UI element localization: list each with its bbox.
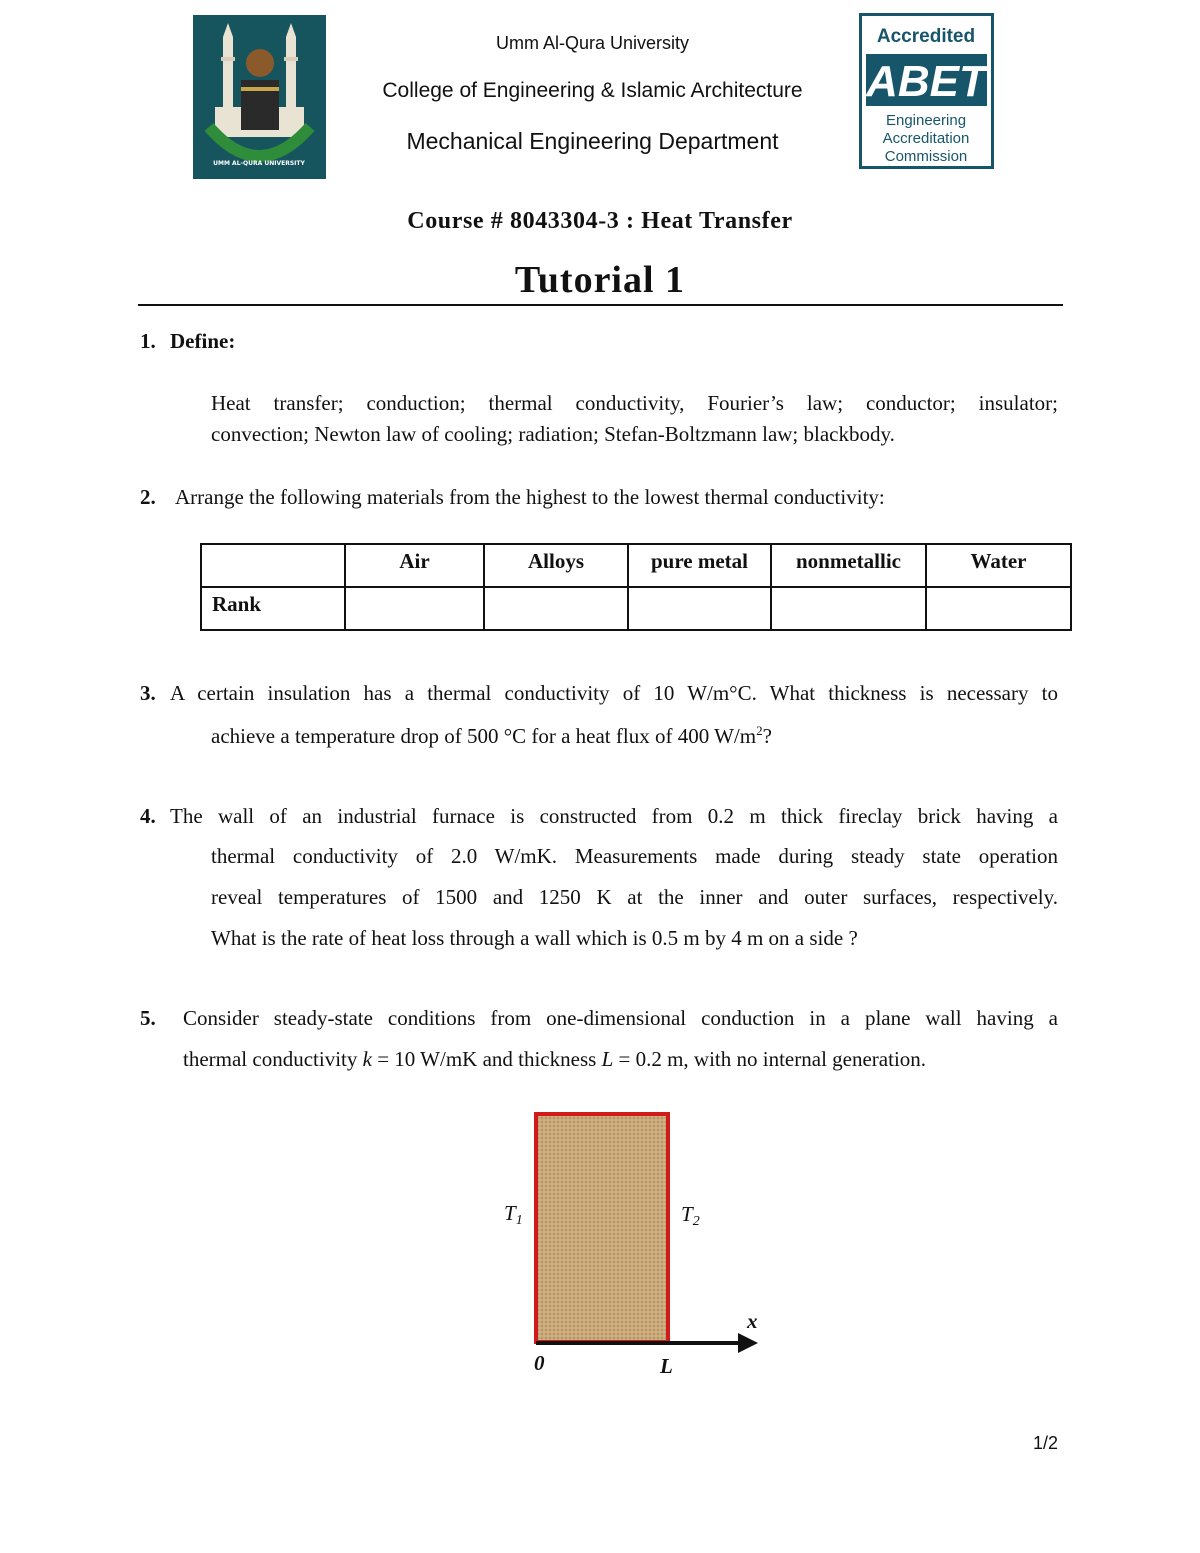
university-logo [193, 15, 326, 179]
q5-symbol-L: L [601, 1047, 614, 1071]
label-t2: T2 [681, 1202, 700, 1229]
q1-heading: Define: [170, 329, 236, 353]
table-cell [926, 587, 1071, 630]
tutorial-title: Tutorial 1 [514, 259, 686, 301]
label-t1: T1 [504, 1201, 523, 1228]
q5-line-2-text: thermal conductivity [183, 1047, 363, 1071]
q3-line-2-text: achieve a temperature drop of 500 °C for a heat flux of 400 W/m [211, 724, 757, 748]
table-cell [628, 587, 771, 630]
table-header-cell: pure metal [628, 544, 771, 587]
q5-line-2-middle: = 10 W/mK and thickness [371, 1047, 602, 1071]
page-number: 1/2 [1032, 1433, 1058, 1453]
q3-number: 3. [140, 681, 156, 705]
q5-line-1: Consider steady-state conditions from one-dimensional conduction in a plane wall having a [183, 1006, 1058, 1030]
wall-rect [536, 1114, 668, 1342]
title-rule [138, 304, 1063, 306]
q3-line-2-end: ? [762, 724, 772, 748]
q5-symbol-k: k [362, 1047, 372, 1071]
q3-superscript: 2 [756, 723, 763, 738]
table-header-cell: Water [926, 544, 1071, 587]
label-L: L [660, 1354, 673, 1378]
table-header-row [201, 544, 1071, 587]
q2-number: 2. [140, 485, 156, 509]
q4-line-2: thermal conductivity of 2.0 W/mK. Measurements made during steady state operation [211, 844, 1058, 868]
table-cell [345, 587, 484, 630]
svg-text:ABET: ABET [866, 57, 986, 106]
table-cell [484, 587, 628, 630]
q5-line-2-end: = 0.2 m, with no internal generation. [613, 1047, 927, 1071]
q1-line-2: convection; Newton law of cooling; radiation; Stefan-Boltzmann law; blackbody. [211, 422, 895, 446]
svg-text:Engineering: Engineering [885, 112, 967, 129]
q3-line-2 [211, 724, 772, 747]
svg-text:Commission: Commission [884, 148, 968, 165]
label-x: x [747, 1309, 758, 1333]
materials-table [200, 543, 1072, 631]
x-axis-arrow [738, 1333, 758, 1353]
label-zero: 0 [534, 1351, 545, 1375]
q3-line-1: A certain insulation has a thermal conductivity of 10 W/m°C. What thickness is necessary to [170, 681, 1058, 705]
q1-line-1: Heat transfer; conduction; thermal conductivity, Fourier’s law; conductor; insulator; [211, 391, 1058, 415]
university-name: Umm Al-Qura University [495, 33, 690, 53]
q5-line-2 [183, 1049, 926, 1070]
table-header-cell [201, 544, 345, 587]
abet-logo [859, 13, 994, 169]
q4-line-4: What is the rate of heat loss through a wall which is 0.5 m by 4 m on a side ? [211, 926, 858, 950]
q4-line-3: reveal temperatures of 1500 and 1250 K at the inner and outer surfaces, respectively. [211, 885, 1058, 909]
department-name: Mechanical Engineering Department [406, 128, 779, 154]
table-header-cell: nonmetallic [771, 544, 926, 587]
q5-number: 5. [140, 1006, 156, 1030]
svg-text:Accredited: Accredited [876, 26, 976, 47]
plane-wall-diagram [490, 1100, 780, 1390]
q1-number: 1. [140, 329, 156, 353]
svg-text:Accreditation: Accreditation [882, 130, 970, 147]
q2-text: Arrange the following materials from the highest to the lowest thermal conductivity: [175, 485, 885, 509]
table-header-cell: Air [345, 544, 484, 587]
svg-text:UMM AL-QURA UNIVERSITY: UMM AL-QURA UNIVERSITY [213, 160, 305, 167]
table-header-cell: Alloys [484, 544, 628, 587]
q4-number: 4. [140, 804, 156, 828]
q4-line-1: The wall of an industrial furnace is constructed from 0.2 m thick fireclay brick having a [170, 804, 1058, 828]
college-name: College of Engineering & Islamic Architecture [382, 79, 803, 102]
course-title: Course # 8043304-3 : Heat Transfer [407, 208, 793, 234]
table-cell [771, 587, 926, 630]
rank-label: Rank [201, 587, 345, 630]
table-row [201, 587, 1071, 630]
